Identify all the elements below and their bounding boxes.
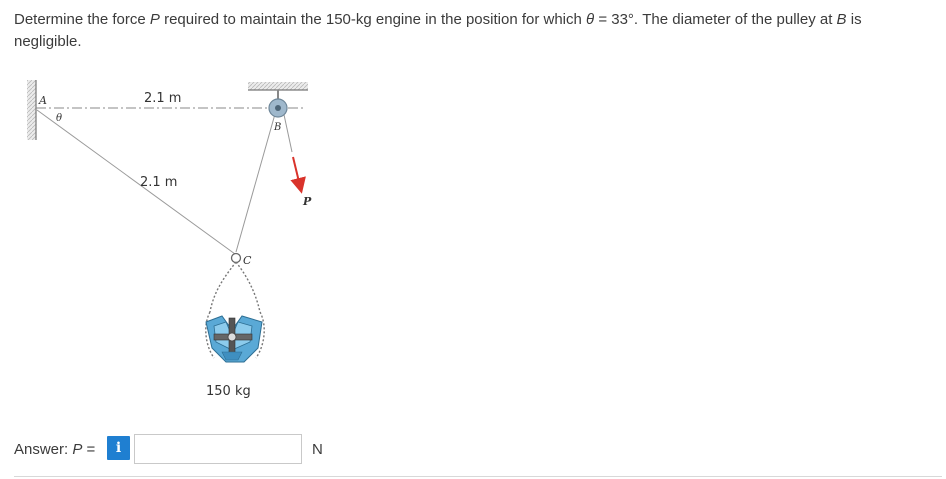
dimension-top: 2.1 m [144,91,182,106]
pulley-b [269,99,287,117]
answer-variable: P [72,441,83,458]
cable-ac [37,110,235,254]
answer-label-suffix: = [82,441,96,458]
info-icon[interactable]: i [107,436,130,460]
label-a: A [39,94,47,107]
dimension-diagonal: 2.1 m [140,175,178,190]
ring-c [232,254,241,263]
answer-label-prefix: Answer: [14,441,73,458]
left-wall [27,80,36,140]
label-p: P [303,195,312,208]
mass-label: 150 kg [206,384,251,399]
ceiling-support [248,82,308,100]
label-b: B [274,122,282,133]
variable-theta: θ [586,11,595,28]
problem-text: Determine the force [14,11,150,28]
answer-row [14,434,934,466]
problem-text: required to maintain the 150-kg engine in the position for which [159,11,587,28]
variable-b: B [836,11,847,28]
unit-label: N [312,441,323,458]
divider [14,476,942,477]
engine [206,316,262,362]
problem-text: is negligible. [14,11,862,50]
label-theta: θ [56,113,63,124]
answer-label [14,441,95,458]
label-c: C [243,254,252,267]
force-p-arrow [293,157,300,186]
cable-cb [236,114,275,252]
problem-text: = 33°. The diameter of the pulley at [594,11,837,28]
answer-input[interactable] [134,434,302,464]
variable-p: P [149,11,160,28]
cable-b-down [283,110,292,152]
